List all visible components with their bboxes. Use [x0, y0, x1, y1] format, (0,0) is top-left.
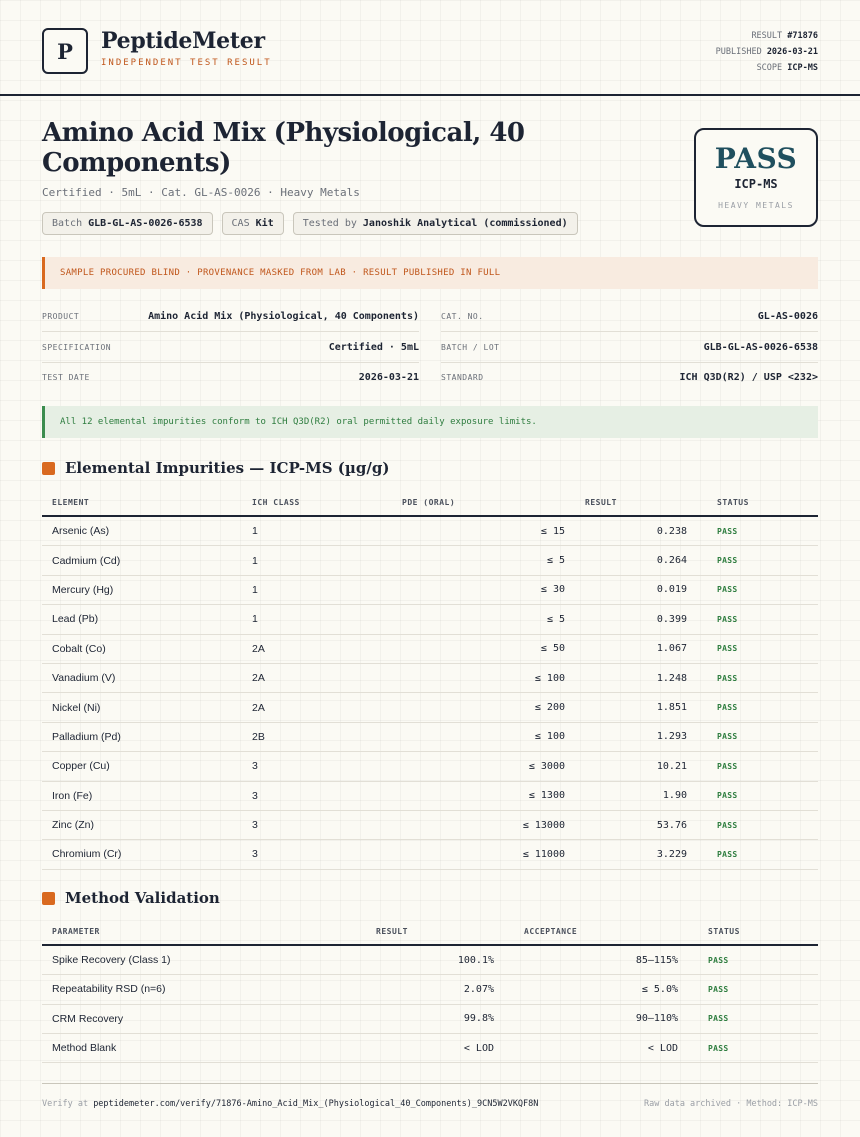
ich-class-cell: 3	[242, 752, 362, 781]
acceptance-cell: 90–110%	[504, 1004, 688, 1033]
table-row	[42, 693, 818, 722]
cas-chip: CAS Kit	[222, 212, 284, 235]
column-header: ICH CLASS	[242, 489, 362, 516]
info-value: Certified · 5mL	[328, 341, 419, 353]
info-row-test-date	[42, 362, 419, 392]
element-cell: Zinc (Zn)	[42, 810, 242, 839]
pde-cell: ≤ 100	[362, 722, 575, 751]
result-cell: 99.8%	[322, 1004, 504, 1033]
result-cell: 0.264	[575, 546, 697, 575]
info-value: GLB-GL-AS-0026-6538	[703, 341, 818, 353]
pde-cell: ≤ 30	[362, 575, 575, 604]
element-cell: Cadmium (Cd)	[42, 546, 242, 575]
brand-tagline: INDEPENDENT TEST RESULT	[101, 58, 272, 68]
table-row	[42, 781, 818, 810]
validation-section-title: Method Validation	[65, 889, 220, 907]
result-cell: 100.1%	[322, 945, 504, 975]
table-row	[42, 1033, 818, 1062]
result-cell: 1.90	[575, 781, 697, 810]
table-row	[42, 975, 818, 1004]
column-header: STATUS	[688, 918, 818, 945]
footer-note: Raw data archived · Method: ICP-MS	[644, 1099, 818, 1109]
status-cell: PASS	[697, 546, 818, 575]
verdict-method: ICP-MS	[734, 177, 778, 191]
result-cell: 0.238	[575, 516, 697, 546]
column-header: RESULT	[575, 489, 697, 516]
column-header: STATUS	[697, 489, 818, 516]
status-cell: PASS	[697, 840, 818, 869]
status-cell: PASS	[697, 810, 818, 839]
table-header-row	[42, 489, 818, 516]
pde-cell: ≤ 3000	[362, 752, 575, 781]
info-label: STANDARD	[441, 372, 484, 382]
table-row	[42, 752, 818, 781]
product-subtitle: Certified · 5mL · Cat. GL-AS-0026 · Heavy Metals	[42, 186, 360, 199]
brand-logo: P	[42, 28, 88, 74]
product-chips	[42, 212, 578, 235]
info-value: Amino Acid Mix (Physiological, 40 Components)	[148, 310, 419, 322]
elemental-section-title: Elemental Impurities — ICP-MS (µg/g)	[65, 459, 390, 477]
result-cell: 10.21	[575, 752, 697, 781]
ich-class-cell: 2A	[242, 634, 362, 663]
element-cell: Copper (Cu)	[42, 752, 242, 781]
parameter-cell: CRM Recovery	[42, 1004, 322, 1033]
result-cell: 1.851	[575, 693, 697, 722]
info-label: TEST DATE	[42, 372, 90, 382]
info-value: 2026-03-21	[358, 371, 419, 383]
table-row	[42, 1004, 818, 1033]
verify-line: Verify at peptidemeter.com/verify/71876-Amino_Acid_Mix_(Physiological_40_Components)_9CN5W2VKQF8N	[42, 1099, 539, 1109]
element-cell: Cobalt (Co)	[42, 634, 242, 663]
info-row-cat-no	[441, 301, 818, 332]
acceptance-cell: < LOD	[504, 1033, 688, 1062]
status-cell: PASS	[697, 752, 818, 781]
ich-class-cell: 2B	[242, 722, 362, 751]
parameter-cell: Method Blank	[42, 1033, 322, 1062]
footer-divider	[42, 1083, 818, 1084]
info-value: ICH Q3D(R2) / USP <232>	[679, 371, 818, 383]
ich-class-cell: 1	[242, 546, 362, 575]
info-value: GL-AS-0026	[757, 310, 818, 322]
table-row	[42, 634, 818, 663]
element-cell: Vanadium (V)	[42, 663, 242, 692]
result-cell: 0.019	[575, 575, 697, 604]
status-cell: PASS	[697, 605, 818, 634]
published-line: PUBLISHED 2026-03-21	[715, 47, 818, 57]
info-row-standard	[441, 362, 818, 392]
column-header: PDE (ORAL)	[362, 489, 575, 516]
parameter-cell: Repeatability RSD (n=6)	[42, 975, 322, 1004]
column-header: RESULT	[322, 918, 504, 945]
elemental-table	[42, 489, 818, 870]
status-cell: PASS	[697, 516, 818, 546]
verdict-word: PASS	[714, 142, 798, 175]
pde-cell: ≤ 13000	[362, 810, 575, 839]
element-cell: Mercury (Hg)	[42, 575, 242, 604]
result-cell: 1.248	[575, 663, 697, 692]
ich-class-cell: 1	[242, 605, 362, 634]
validation-section-header	[42, 889, 220, 907]
brand-name: PeptideMeter	[101, 28, 265, 54]
element-cell: Iron (Fe)	[42, 781, 242, 810]
pde-cell: ≤ 50	[362, 634, 575, 663]
element-cell: Palladium (Pd)	[42, 722, 242, 751]
result-cell: 1.293	[575, 722, 697, 751]
status-cell: PASS	[697, 781, 818, 810]
element-cell: Lead (Pb)	[42, 605, 242, 634]
table-row	[42, 546, 818, 575]
ich-class-cell: 2A	[242, 693, 362, 722]
table-row	[42, 663, 818, 692]
table-row	[42, 575, 818, 604]
conformance-banner: All 12 elemental impurities conform to ICH Q3D(R2) oral permitted daily exposure limits.	[42, 406, 818, 438]
scope-line: SCOPE ICP-MS	[756, 63, 818, 73]
product-title: Amino Acid Mix (Physiological, 40 Components)	[42, 118, 525, 178]
result-cell: 1.067	[575, 634, 697, 663]
result-cell: 53.76	[575, 810, 697, 839]
ich-class-cell: 3	[242, 840, 362, 869]
result-cell: < LOD	[322, 1033, 504, 1062]
info-label: BATCH / LOT	[441, 342, 500, 352]
table-row	[42, 722, 818, 751]
table-row	[42, 840, 818, 869]
info-row-product	[42, 301, 419, 332]
batch-chip: Batch GLB-GL-AS-0026-6538	[42, 212, 213, 235]
pde-cell: ≤ 100	[362, 663, 575, 692]
section-marker-icon	[42, 462, 55, 475]
elemental-section-header	[42, 459, 389, 477]
table-row	[42, 516, 818, 546]
element-cell: Chromium (Cr)	[42, 840, 242, 869]
table-row	[42, 810, 818, 839]
acceptance-cell: 85–115%	[504, 945, 688, 975]
column-header: ELEMENT	[42, 489, 242, 516]
pde-cell: ≤ 5	[362, 605, 575, 634]
tested-by-chip: Tested by Janoshik Analytical (commissioned)	[293, 212, 578, 235]
status-cell: PASS	[688, 975, 818, 1004]
status-cell: PASS	[688, 945, 818, 975]
ich-class-cell: 3	[242, 781, 362, 810]
ich-class-cell: 1	[242, 575, 362, 604]
ich-class-cell: 1	[242, 516, 362, 546]
status-cell: PASS	[688, 1004, 818, 1033]
element-cell: Arsenic (As)	[42, 516, 242, 546]
section-marker-icon	[42, 892, 55, 905]
status-cell: PASS	[697, 634, 818, 663]
element-cell: Nickel (Ni)	[42, 693, 242, 722]
pde-cell: ≤ 11000	[362, 840, 575, 869]
table-row	[42, 605, 818, 634]
result-cell: 2.07%	[322, 975, 504, 1004]
info-row-batch-lot	[441, 332, 818, 363]
status-cell: PASS	[697, 693, 818, 722]
validation-table	[42, 918, 818, 1063]
result-cell: 3.229	[575, 840, 697, 869]
result-cell: 0.399	[575, 605, 697, 634]
column-header: PARAMETER	[42, 918, 322, 945]
pde-cell: ≤ 15	[362, 516, 575, 546]
info-row-specification	[42, 332, 419, 363]
info-label: PRODUCT	[42, 311, 80, 321]
verdict-scope: HEAVY METALS	[718, 201, 794, 210]
pde-cell: ≤ 200	[362, 693, 575, 722]
ich-class-cell: 3	[242, 810, 362, 839]
info-label: CAT. NO.	[441, 311, 484, 321]
result-meta	[716, 28, 818, 76]
brand-block	[101, 28, 272, 68]
table-header-row	[42, 918, 818, 945]
pde-cell: ≤ 1300	[362, 781, 575, 810]
verdict-badge	[694, 128, 818, 227]
header-divider	[0, 94, 860, 96]
pde-cell: ≤ 5	[362, 546, 575, 575]
result-id-line: RESULT #71876	[751, 31, 818, 41]
info-label: SPECIFICATION	[42, 342, 112, 352]
provenance-banner: SAMPLE PROCURED BLIND · PROVENANCE MASKED FROM LAB · RESULT PUBLISHED IN FULL	[42, 257, 818, 289]
column-header: ACCEPTANCE	[504, 918, 688, 945]
status-cell: PASS	[697, 722, 818, 751]
status-cell: PASS	[697, 575, 818, 604]
status-cell: PASS	[697, 663, 818, 692]
verify-link[interactable]: peptidemeter.com/verify/71876-Amino_Acid_Mix_(Physiological_40_Components)_9CN5W2VKQF8N	[93, 1099, 539, 1109]
parameter-cell: Spike Recovery (Class 1)	[42, 945, 322, 975]
ich-class-cell: 2A	[242, 663, 362, 692]
acceptance-cell: ≤ 5.0%	[504, 975, 688, 1004]
table-row	[42, 945, 818, 975]
status-cell: PASS	[688, 1033, 818, 1062]
